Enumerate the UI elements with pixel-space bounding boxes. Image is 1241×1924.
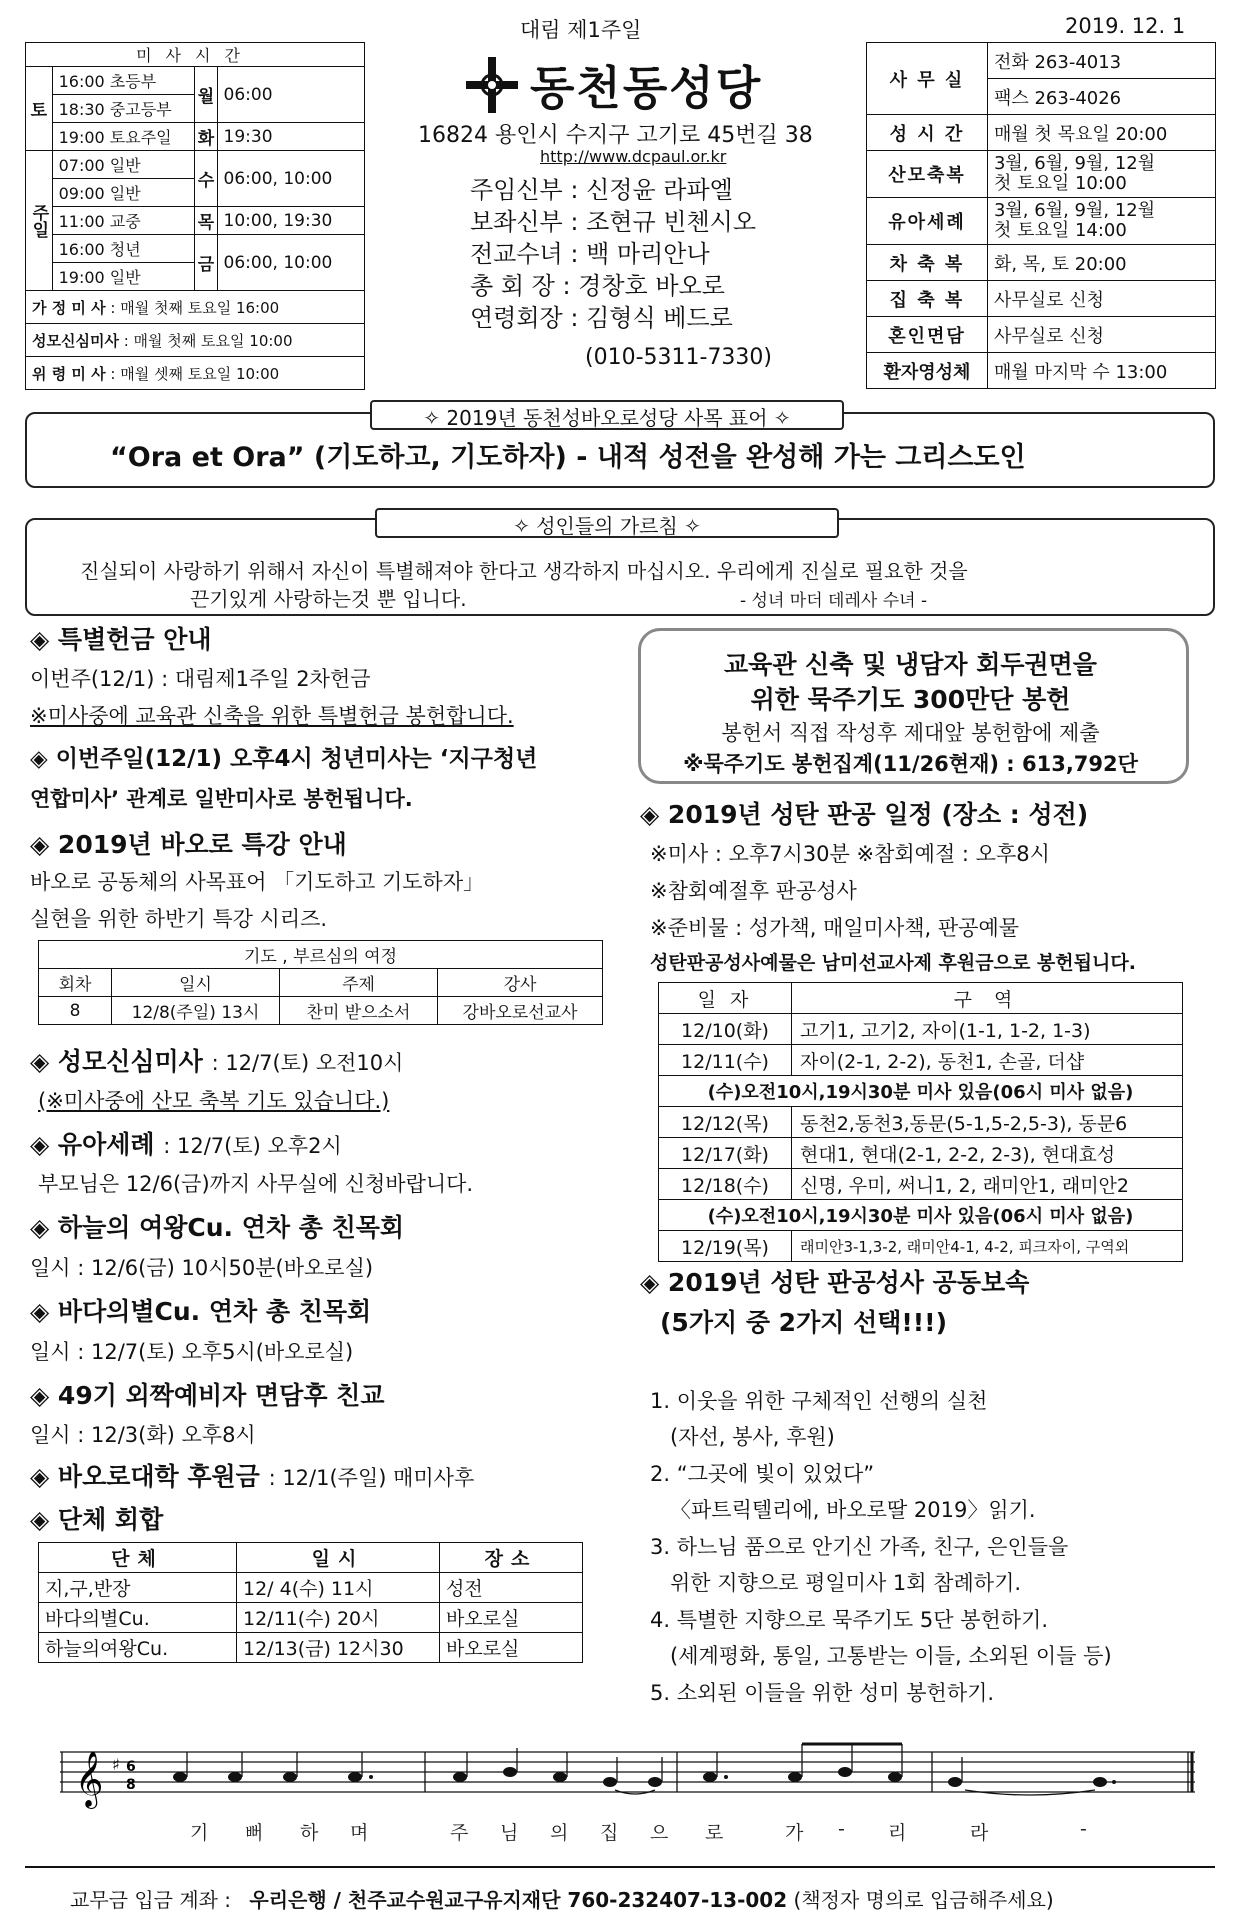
office-label: 산모축복 xyxy=(867,151,988,198)
svg-text:6: 6 xyxy=(126,1759,136,1775)
marian-mass-note: (※미사중에 산모 축복 기도 있습니다.) xyxy=(38,1089,390,1113)
clergy-role: 주임신부 xyxy=(470,176,563,204)
table-row xyxy=(659,1014,1183,1045)
clergy-role: 연령회장 xyxy=(470,304,563,332)
office-value: 매월 마지막 수 13:00 xyxy=(987,353,1215,389)
clergy-row: 보좌신부 : 조현규 빈첸시오 xyxy=(470,208,757,236)
clergy-list xyxy=(470,170,756,330)
rosary-line2: 위한 묵주기도 300만단 봉헌 xyxy=(750,685,1071,714)
parish-url[interactable]: http://www.dcpaul.or.kr xyxy=(540,147,727,166)
clergy-name: 경창호 바오로 xyxy=(578,272,725,300)
music-lyrics xyxy=(60,1818,1195,1844)
office-info-table xyxy=(866,42,1216,389)
table-cell: (수)오전10시,19시30분 미사 있음(06시 미사 없음) xyxy=(659,1076,1183,1107)
infant-baptism-heading: ◈ 유아세례 xyxy=(30,1130,155,1159)
clergy-name: 조현규 빈첸시오 xyxy=(586,208,757,236)
table-cell: 12/13(금) 12시30 xyxy=(237,1633,440,1663)
queen-cu-line: 일시 : 12/6(금) 10시50분(바오로실) xyxy=(30,1256,374,1280)
mass-time: 16:00 초등부 xyxy=(52,67,195,95)
footer-account-line xyxy=(70,1884,1054,1913)
lyric-syllable: 의 xyxy=(550,1822,569,1844)
parish-name: 동천동성당 xyxy=(530,61,763,115)
table-row xyxy=(39,1573,583,1603)
weekday-time: 06:00 xyxy=(217,67,364,123)
paul-lecture-line2: 실현을 위한 하반기 특강 시리즈. xyxy=(30,907,328,931)
weekday-label: 화 xyxy=(195,123,217,151)
extra-mass-value: 매월 첫째 토요일 10:00 xyxy=(133,331,293,350)
paul-lecture-line1: 바오로 공동체의 사목표어 「기도하고 기도하자」 xyxy=(30,870,485,894)
lyric-syllable: 하 xyxy=(300,1822,319,1844)
table-cell: 12/8(주일) 13시 xyxy=(112,997,280,1025)
star-cu-line: 일시 : 12/7(토) 오후5시(바오로실) xyxy=(30,1340,354,1364)
table-header: 회차 xyxy=(39,969,112,997)
office-label: 집 축 복 xyxy=(867,281,988,317)
table-cell: 하늘의여왕Cu. xyxy=(39,1633,237,1663)
table-header: 장소 xyxy=(440,1543,583,1573)
weekday-time: 19:30 xyxy=(217,123,364,151)
office-value: 사무실로 신청 xyxy=(987,317,1215,353)
lecture-table xyxy=(38,940,603,1025)
paul-university-title xyxy=(30,1457,474,1493)
office-value: 전화 263-4013 xyxy=(987,43,1215,79)
star-cu-title: ◈ 바다의별Cu. 연차 총 친목회 xyxy=(30,1297,372,1326)
table-cell: 자이(2-1, 2-2), 동천1, 손골, 더샵 xyxy=(792,1045,1183,1076)
list-item: 4. 특별한 지향으로 묵주기도 5단 봉헌하기. xyxy=(650,1607,1049,1632)
table-row xyxy=(659,1076,1183,1107)
lyric-syllable: - xyxy=(1080,1818,1087,1840)
mass-time: 19:00 일반 xyxy=(52,263,195,291)
rosary-line1: 교육관 신축 및 냉담자 회두권면을 xyxy=(724,650,1097,679)
table-cell: 12/12(목) xyxy=(659,1107,792,1138)
marian-mass-heading: ◈ 성모신심미사 xyxy=(30,1047,203,1076)
table-cell: 고기1, 고기2, 자이(1-1, 1-2, 1-3) xyxy=(792,1014,1183,1045)
table-cell: 12/18(수) xyxy=(659,1169,792,1200)
table-cell: 지,구,반장 xyxy=(39,1573,237,1603)
office-label: 사 무 실 xyxy=(867,43,988,115)
special-offering-title: ◈ 특별헌금 안내 xyxy=(30,625,212,654)
clergy-row: 전교수녀 : 백 마리안나 xyxy=(470,240,710,268)
weekday-time: 10:00, 19:30 xyxy=(217,207,364,235)
table-header: 일시 xyxy=(112,969,280,997)
clergy-role: 총 회 장 xyxy=(470,272,555,300)
mass-time: 11:00 교중 xyxy=(52,207,195,235)
saints-tag: ✧ 성인들의 가르침 ✧ xyxy=(375,508,839,538)
table-cell: 바오로실 xyxy=(440,1603,583,1633)
clergy-row: 연령회장 : 김형식 베드로 xyxy=(470,304,733,332)
lyric-syllable: 님 xyxy=(500,1822,519,1844)
table-header: 단체 xyxy=(39,1543,237,1573)
penance-list xyxy=(650,1346,1112,1748)
catechumen-line: 일시 : 12/3(화) 오후8시 xyxy=(30,1423,256,1447)
table-header: 구 역 xyxy=(792,983,1183,1014)
weekday-time: 06:00, 10:00 xyxy=(217,151,364,207)
extra-mass-value: 매월 셋째 토요일 10:00 xyxy=(120,364,280,383)
table-cell: 12/19(목) xyxy=(659,1231,792,1262)
table-header: 강사 xyxy=(438,969,603,997)
table-cell: (수)오전10시,19시30분 미사 있음(06시 미사 없음) xyxy=(659,1200,1183,1231)
paul-university-detail: : 12/1(주일) 매미사후 xyxy=(268,1466,475,1490)
table-row xyxy=(39,997,603,1025)
confession-line4: 성탄판공성사예물은 남미선교사제 후원금으로 봉헌됩니다. xyxy=(650,952,1136,974)
svg-text:8: 8 xyxy=(126,1777,136,1793)
table-cell: 강바오로선교사 xyxy=(438,997,603,1025)
saints-quote-line2: 끈기있게 사랑하는것 뿐 입니다. xyxy=(190,587,467,611)
infant-baptism-title xyxy=(30,1125,342,1161)
table-cell: 12/11(수) 20시 xyxy=(237,1603,440,1633)
list-item: (세계평화, 통일, 고통받는 이들, 소외된 이들 등) xyxy=(650,1644,1112,1668)
president-phone: (010-5311-7330) xyxy=(585,345,773,370)
svg-text:𝄞: 𝄞 xyxy=(75,1751,104,1807)
youth-mass-line2: 연합미사’ 관계로 일반미사로 봉헌됩니다. xyxy=(30,787,413,811)
lyric-syllable: 로 xyxy=(705,1822,724,1844)
youth-mass-title: ◈ 이번주일(12/1) 오후4시 청년미사는 ‘지구청년 xyxy=(30,746,538,772)
confession-schedule-table xyxy=(658,982,1183,1262)
table-cell: 신명, 우미, 써니1, 2, 래미안1, 래미안2 xyxy=(792,1169,1183,1200)
extra-mass-label: 위 령 미 사 xyxy=(32,364,106,383)
table-row xyxy=(659,1231,1183,1262)
list-item: 〈파트릭텔리에, 바오로딸 2019〉읽기. xyxy=(650,1498,1036,1522)
footer-account: 우리은행 / 천주교수원교구유지재단 760-232407-13-002 xyxy=(249,1888,788,1912)
office-value: 사무실로 신청 xyxy=(987,281,1215,317)
table-row xyxy=(659,1138,1183,1169)
lyric-syllable: 가 xyxy=(785,1822,804,1844)
clergy-row: 주임신부 : 신정윤 라파엘 xyxy=(470,176,733,204)
office-label: 혼인면담 xyxy=(867,317,988,353)
cross-logo-icon xyxy=(462,55,522,115)
catechumen-title: ◈ 49기 외짝예비자 면담후 친교 xyxy=(30,1381,385,1410)
weekday-time: 06:00, 10:00 xyxy=(217,235,364,291)
office-label: 환자영성체 xyxy=(867,353,988,389)
extra-mass-value: 매월 첫째 토요일 16:00 xyxy=(120,298,280,317)
office-value: 3월, 6월, 9월, 12월 첫 토요일 14:00 xyxy=(987,198,1215,245)
table-cell: 성전 xyxy=(440,1573,583,1603)
office-label: 성 시 간 xyxy=(867,115,988,151)
clergy-role: 보좌신부 xyxy=(470,208,563,236)
weekday-label: 월 xyxy=(195,67,217,123)
groups-table xyxy=(38,1542,583,1663)
table-cell: 12/10(화) xyxy=(659,1014,792,1045)
svg-text:♯: ♯ xyxy=(112,1755,120,1774)
lyric-syllable: - xyxy=(838,1818,845,1840)
list-item: 2. “그곳에 빛이 있었다” xyxy=(650,1461,875,1486)
table-cell: 12/17(화) xyxy=(659,1138,792,1169)
lecture-caption: 기도 , 부르심의 여정 xyxy=(39,941,603,969)
table-row xyxy=(659,1107,1183,1138)
office-label: 차 축 복 xyxy=(867,245,988,281)
lyric-syllable: 주 xyxy=(450,1822,469,1844)
footer-label: 교무금 입금 계좌 : xyxy=(70,1888,232,1912)
mass-schedule-table: 미사시간 토 16:00 초등부 월 06:00 18:30 중고등부 19:00 토요주일 화 19:30 주일 07:00 일반 수 06:00, 10:00 09:00 일반 11:00 교중 목 10:00, 19:30 16:00 청년 금 06:00, 10:00 19:00 일반 가 정 미 사 : 매월 첫째 토요일 16:00 성모신심미사 : 매월 첫째 토요일 10:00 위 령 미 사 : 매월 셋째 토요일 10:00 xyxy=(25,42,365,390)
weekday-label: 금 xyxy=(195,235,217,291)
saturday-label: 토 xyxy=(26,67,53,151)
lyric-syllable: 라 xyxy=(970,1822,989,1844)
office-label: 유아세례 xyxy=(867,198,988,245)
special-offering-line1: 이번주(12/1) : 대림제1주일 2차헌금 xyxy=(30,667,371,691)
table-header: 일시 xyxy=(237,1543,440,1573)
weekday-label: 수 xyxy=(195,151,217,207)
music-staff xyxy=(60,1740,1195,1810)
clergy-name: 백 마리안나 xyxy=(586,240,710,268)
week-title: 대림 제1주일 xyxy=(520,18,642,42)
confession-line3: ※준비물 : 성가책, 매일미사책, 판공예물 xyxy=(650,916,1020,940)
table-header: 주제 xyxy=(280,969,438,997)
clergy-role: 전교수녀 xyxy=(470,240,563,268)
table-row xyxy=(39,1633,583,1663)
lyric-syllable: 기 xyxy=(190,1822,209,1844)
table-cell: 8 xyxy=(39,997,112,1025)
footer-note: (책정자 명의로 입금해주세요) xyxy=(793,1888,1054,1912)
saints-quote-source: - 성녀 마더 데레사 수녀 - xyxy=(740,591,928,611)
mass-time: 16:00 청년 xyxy=(52,235,195,263)
paul-lecture-title: ◈ 2019년 바오로 특강 안내 xyxy=(30,830,347,859)
extra-mass-label: 성모신심미사 xyxy=(32,331,119,350)
list-item: (자선, 봉사, 후원) xyxy=(650,1425,835,1449)
list-item: 5. 소외된 이들을 위한 성미 봉헌하기. xyxy=(650,1680,995,1705)
office-value: 화, 목, 토 20:00 xyxy=(987,245,1215,281)
mass-time: 07:00 일반 xyxy=(52,151,195,179)
lyric-syllable: 며 xyxy=(350,1822,369,1844)
table-row xyxy=(659,1045,1183,1076)
queen-cu-title: ◈ 하늘의 여왕Cu. 연차 총 친목회 xyxy=(30,1213,405,1242)
confession-line2: ※참회예절후 판공성사 xyxy=(650,879,857,903)
paul-university-heading: ◈ 바오로대학 후원금 xyxy=(30,1462,260,1491)
infant-baptism-note: 부모님은 12/6(금)까지 사무실에 신청바랍니다. xyxy=(38,1172,474,1196)
parish-address: 16824 용인시 수지구 고기로 45번길 38 xyxy=(418,123,813,148)
special-offering-line2: ※미사중에 교육관 신축을 위한 특별헌금 봉헌합니다. xyxy=(30,704,514,728)
lyric-syllable: 으 xyxy=(650,1822,669,1844)
groups-title: ◈ 단체 회합 xyxy=(30,1505,164,1534)
clergy-name: 신정윤 라파엘 xyxy=(586,176,733,204)
bulletin-date: 2019. 12. 1 xyxy=(1065,14,1186,38)
confession-line1: ※미사 : 오후7시30분 ※참회예절 : 오후8시 xyxy=(650,842,1050,866)
mass-schedule-title: 미사시간 xyxy=(26,43,365,67)
penance-subtitle: (5가지 중 2가지 선택!!!) xyxy=(660,1308,948,1337)
table-row xyxy=(659,1200,1183,1231)
table-cell: 찬미 받으소서 xyxy=(280,997,438,1025)
mass-time: 19:00 토요주일 xyxy=(52,123,195,151)
sunday-label: 주일 xyxy=(26,151,53,291)
rosary-line3: 봉헌서 직접 작성후 제대앞 봉헌함에 제출 xyxy=(721,721,1100,745)
table-header: 일 자 xyxy=(659,983,792,1014)
table-cell: 동천2,동천3,동문(5-1,5-2,5-3), 동문6 xyxy=(792,1107,1183,1138)
weekday-label: 목 xyxy=(195,207,217,235)
mass-time: 18:30 중고등부 xyxy=(52,95,195,123)
motto-tag: ✧ 2019년 동천성바오로성당 사목 표어 ✧ xyxy=(370,400,844,430)
table-cell: 래미안3-1,3-2, 래미안4-1, 4-2, 피크자이, 구역외 xyxy=(792,1231,1183,1262)
table-cell: 현대1, 현대(2-1, 2-2, 2-3), 현대효성 xyxy=(792,1138,1183,1169)
table-row xyxy=(39,1603,583,1633)
confession-title: ◈ 2019년 성탄 판공 일정 (장소 : 성전) xyxy=(640,800,1089,829)
table-cell: 바다의별Cu. xyxy=(39,1603,237,1633)
table-cell: 12/ 4(수) 11시 xyxy=(237,1573,440,1603)
motto-text: “Ora et Ora” (기도하고, 기도하자) - 내적 성전을 완성해 가는 그리스도인 xyxy=(110,442,1026,473)
table-row xyxy=(659,1169,1183,1200)
table-cell: 12/11(수) xyxy=(659,1045,792,1076)
list-item: 위한 지향으로 평일미사 1회 참례하기. xyxy=(650,1571,1022,1595)
rosary-line4: ※묵주기도 봉헌집계(11/26현재) : 613,792단 xyxy=(683,752,1138,776)
list-item: 1. 이웃을 위한 구체적인 선행의 실천 xyxy=(650,1388,988,1413)
mass-time: 09:00 일반 xyxy=(52,179,195,207)
infant-baptism-detail: : 12/7(토) 오후2시 xyxy=(163,1134,342,1158)
penance-title: ◈ 2019년 성탄 판공성사 공동보속 xyxy=(640,1268,1030,1297)
office-value: 팩스 263-4026 xyxy=(987,79,1215,115)
office-value: 매월 첫 목요일 20:00 xyxy=(987,115,1215,151)
list-item: 3. 하느님 품으로 안기신 가족, 친구, 은인들을 xyxy=(650,1534,1069,1559)
marian-mass-title xyxy=(30,1042,403,1078)
lyric-syllable: 리 xyxy=(888,1822,907,1844)
footer-divider xyxy=(25,1866,1215,1868)
saints-quote-line1: 진실되이 사랑하기 위해서 자신이 특별해져야 한다고 생각하지 마십시오. 우리에게 진실로 필요한 것을 xyxy=(80,559,968,583)
clergy-row: 총 회 장 : 경창호 바오로 xyxy=(470,272,725,300)
marian-mass-detail: : 12/7(토) 오전10시 xyxy=(211,1051,404,1075)
table-cell: 바오로실 xyxy=(440,1633,583,1663)
office-value: 3월, 6월, 9월, 12월 첫 토요일 10:00 xyxy=(987,151,1215,198)
extra-mass-label: 가 정 미 사 xyxy=(32,298,106,317)
clergy-name: 김형식 베드로 xyxy=(586,304,733,332)
lyric-syllable: 뻐 xyxy=(245,1822,264,1844)
lyric-syllable: 집 xyxy=(600,1822,619,1844)
